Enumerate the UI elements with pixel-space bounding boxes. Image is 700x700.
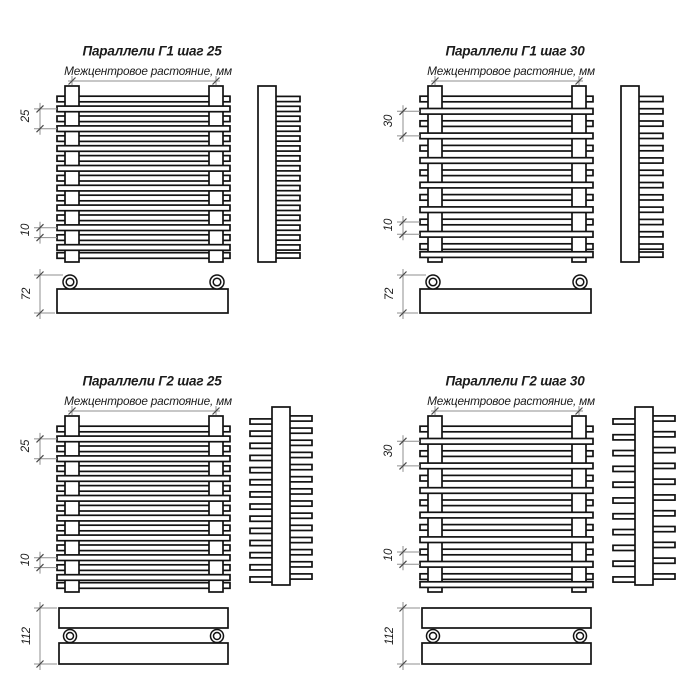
bottom-step-dimension-label: 10 xyxy=(383,548,395,562)
panel-title: Параллели Г2 шаг 30 xyxy=(445,373,585,389)
center-distance-caption: Межцентровое растояние, мм xyxy=(64,394,232,408)
section-height-dimension-label: 112 xyxy=(21,627,33,645)
panel-title: Параллели Г1 шаг 25 xyxy=(82,43,222,59)
center-distance-caption: Межцентровое растояние, мм xyxy=(427,64,595,78)
section-height-dimension-label: 112 xyxy=(384,627,396,645)
center-distance-caption: Межцентровое растояние, мм xyxy=(427,394,595,408)
bottom-step-dimension-label: 10 xyxy=(20,553,32,566)
section-height-dimension-label: 72 xyxy=(21,287,33,301)
bottom-step-dimension-label: 10 xyxy=(20,223,32,236)
bottom-step-dimension-label: 10 xyxy=(383,218,395,232)
panel-title: Параллели Г2 шаг 25 xyxy=(82,373,222,389)
step-dimension-label: 25 xyxy=(20,439,32,452)
step-dimension-label: 30 xyxy=(383,114,395,127)
panel-title: Параллели Г1 шаг 30 xyxy=(445,43,585,59)
step-dimension-label: 25 xyxy=(20,109,32,122)
step-dimension-label: 30 xyxy=(383,444,395,457)
center-distance-caption: Межцентровое растояние, мм xyxy=(64,64,232,78)
section-height-dimension-label: 72 xyxy=(384,287,396,301)
